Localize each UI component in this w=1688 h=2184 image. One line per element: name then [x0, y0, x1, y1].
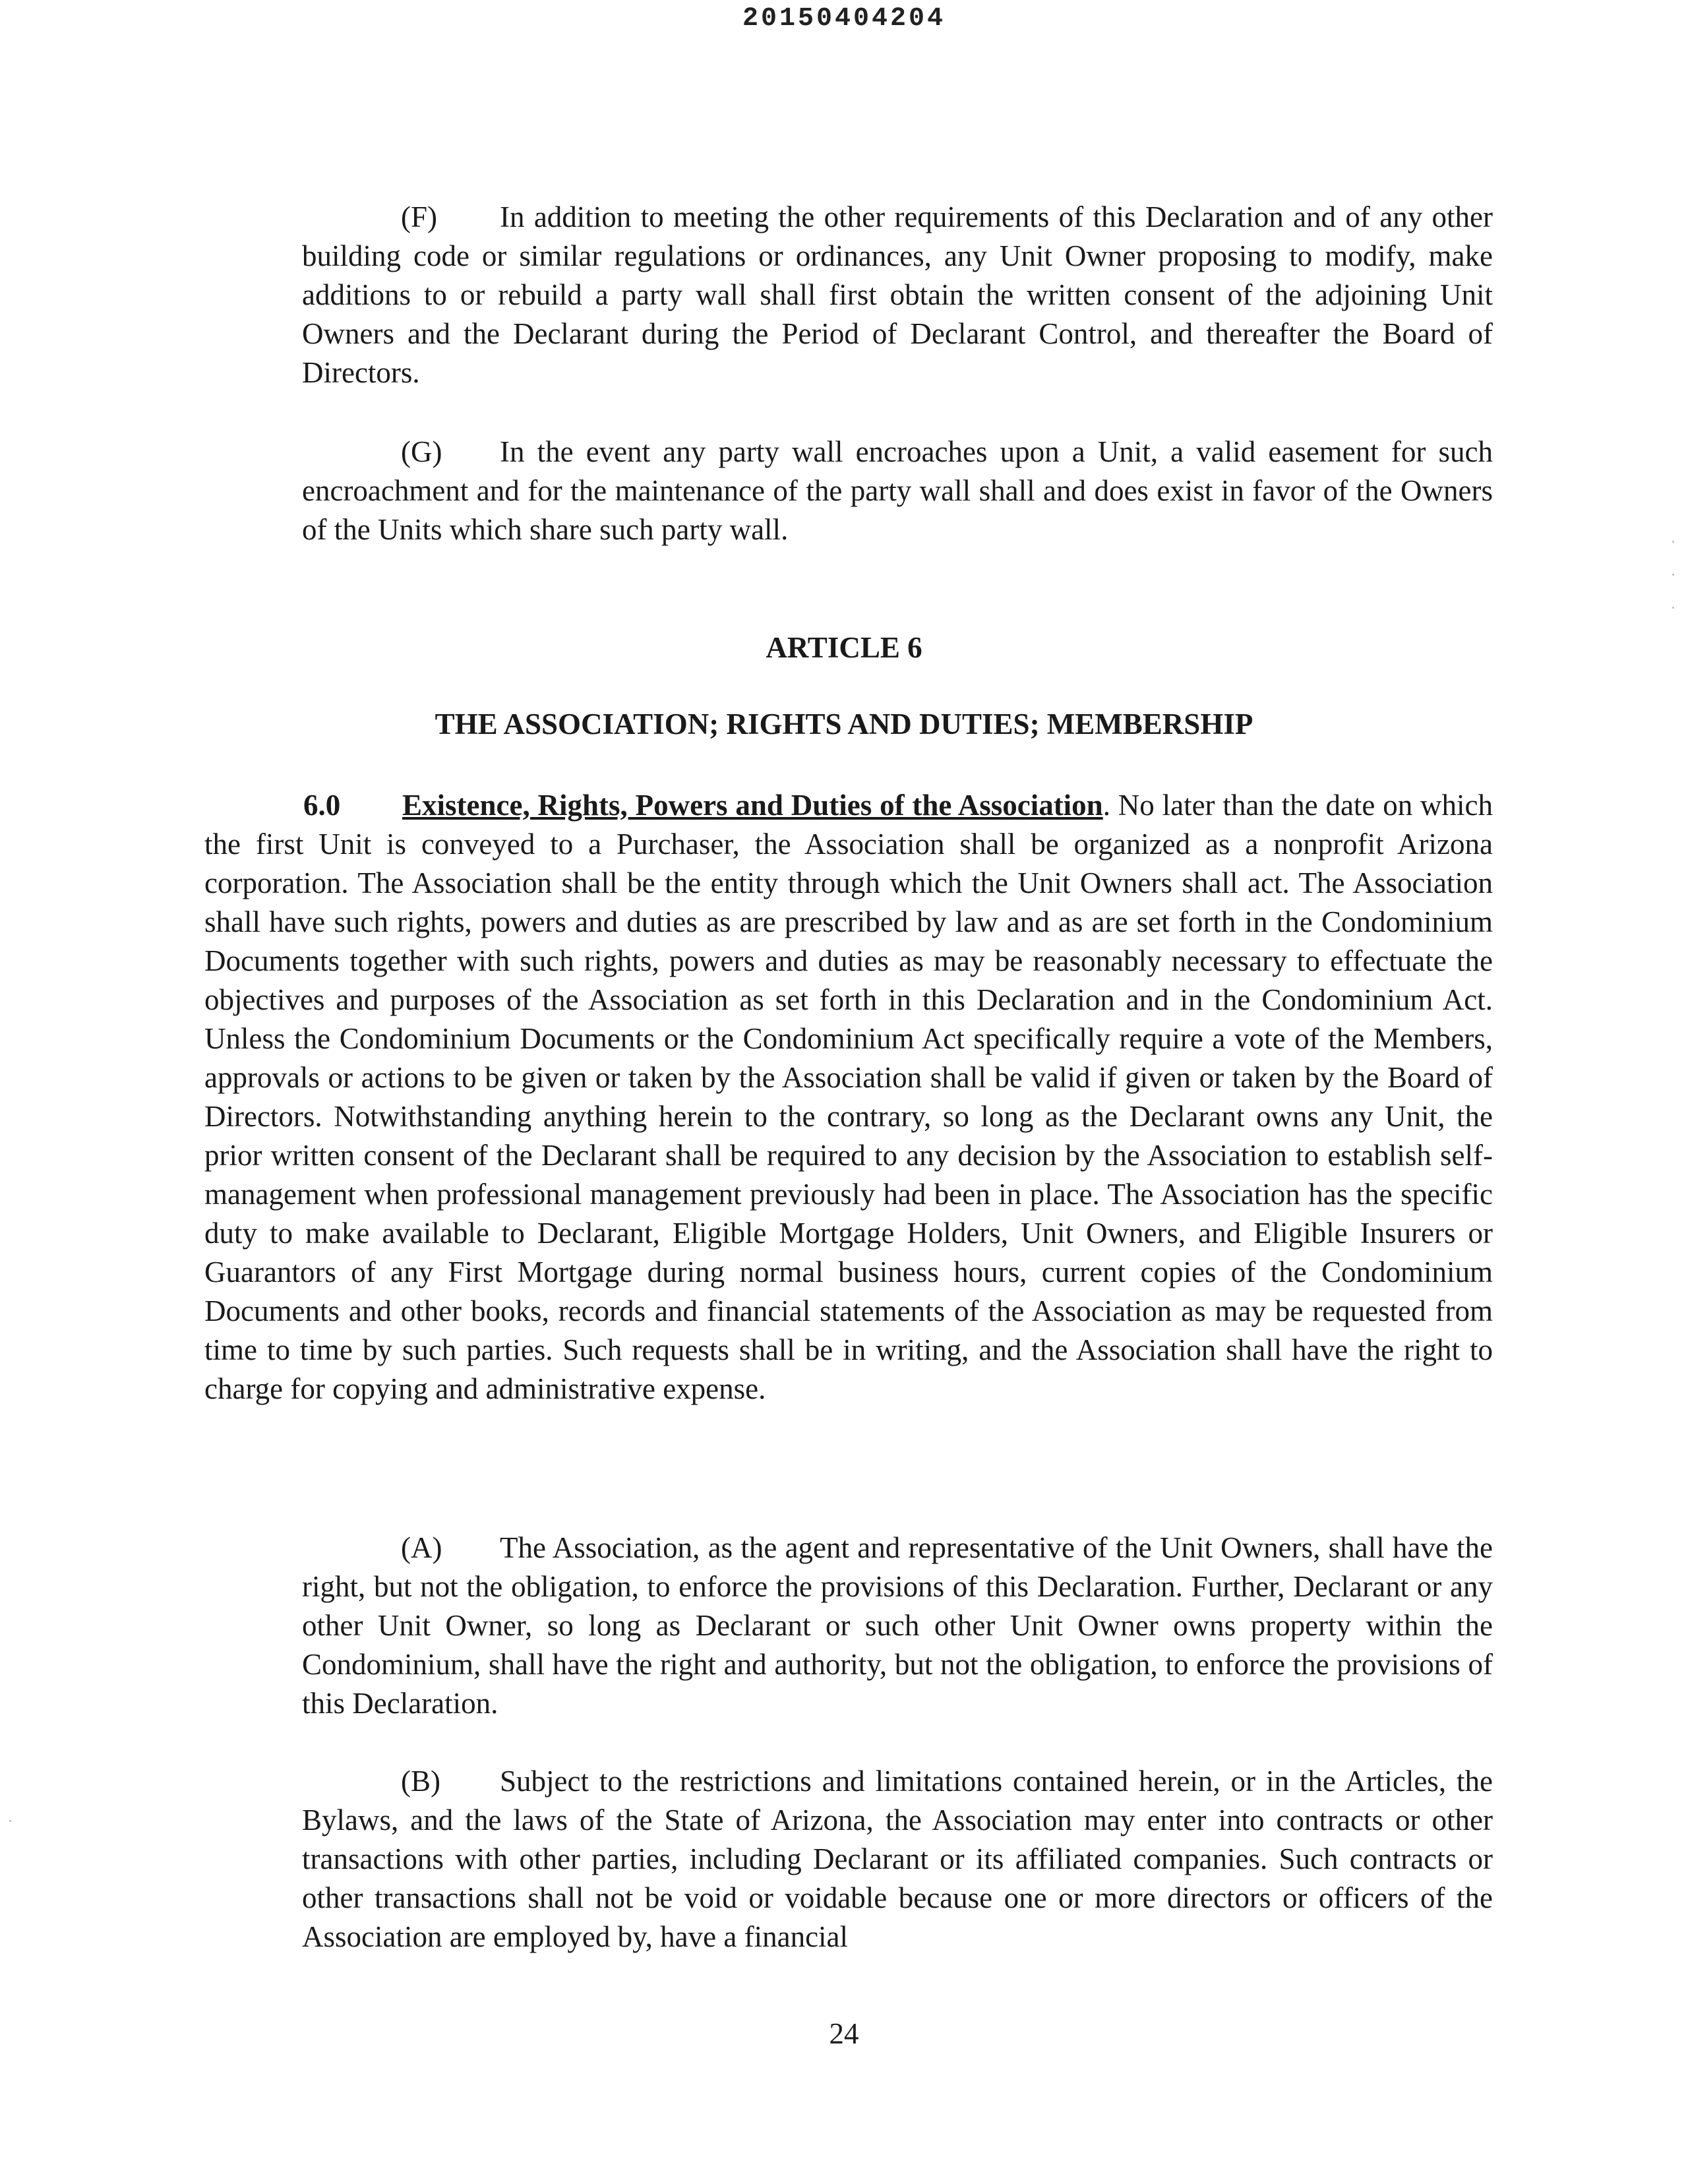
paragraph-text: In the event any party wall encroaches upon a Unit, a valid easement for such encroachment and for the maintenance of the party wall shall and does exist in favor of the Owners of the Units which share such party wall.	[302, 435, 1493, 546]
page-number: 24	[829, 2017, 859, 2050]
scan-artifact	[1672, 607, 1674, 609]
paragraph-marker: (F)	[401, 200, 437, 233]
section-title: Existence, Rights, Powers and Duties of the Association	[402, 789, 1103, 822]
scan-artifact	[1672, 541, 1674, 543]
paragraph-marker: (B)	[401, 1765, 440, 1798]
paragraph-marker: (A)	[401, 1531, 442, 1564]
scan-artifact	[1672, 574, 1674, 576]
document-number: 20150404204	[742, 4, 946, 34]
article-title: THE ASSOCIATION; RIGHTS AND DUTIES; MEMBERSHIP	[435, 708, 1253, 741]
section-number: 6.0	[303, 789, 341, 822]
paragraph-g	[302, 433, 1493, 549]
paragraph-marker: (G)	[401, 435, 442, 468]
subparagraph-a	[302, 1529, 1493, 1723]
paragraph-text: In addition to meeting the other requirements of this Declaration and of any other building code or similar regulations or ordinances, any Unit Owner proposing to modify, make additions to or rebuild a party wall shall first obtain the written consent of the adjoining Unit Owners and the Declarant during the Period of Declarant Control, and thereafter the Board of Directors.	[302, 200, 1493, 389]
article-heading: ARTICLE 6	[766, 631, 922, 664]
subparagraph-b	[302, 1762, 1493, 1957]
section-6-0	[204, 786, 1493, 1409]
paragraph-text: Subject to the restrictions and limitations contained herein, or in the Articles, the Bylaws, and the laws of the State of Arizona, the Association may enter into contracts or other transactions with other parties, including Declarant or its affiliated companies. Such contracts or other transactions shall not be void or voidable because one or more directors or officers of the Association are employed by, have a financial	[302, 1765, 1493, 1953]
scan-artifact	[9, 1820, 11, 1822]
section-text: . No later than the date on which the first Unit is conveyed to a Purchaser, the Association shall be organized as a nonprofit Arizona corporation. The Association shall be the entity through which the Unit Owners shall act. The Association shall have such rights, powers and duties as are prescribed by law and as are set forth in the Condominium Documents together with such rights, powers and duties as may be reasonably necessary to effectuate the objectives and purposes of the Association as set forth in this Declaration and in the Condominium Act. Unless the Condominium Documents or the Condominium Act specifically require a vote of the Members, approvals or actions to be given or taken by the Association shall be valid if given or taken by the Board of Directors. Notwithstanding anything herein to the contrary, so long as the Declarant owns any Unit, the prior written consent of the Declarant shall be required to any decision by the Association to establish self-management when professional management previously had been in place. The Association has the specific duty to make available to Declarant, Eligible Mortgage Holders, Unit Owners, and Eligible Insurers or Guarantors of any First Mortgage during normal business hours, current copies of the Condominium Documents and other books, records and financial statements of the Association as may be requested from time to time by such parties. Such requests shall be in writing, and the Association shall have the right to charge for copying and administrative expense.	[204, 789, 1493, 1405]
paragraph-f	[302, 198, 1493, 392]
paragraph-text: The Association, as the agent and representative of the Unit Owners, shall have the right, but not the obligation, to enforce the provisions of this Declaration. Further, Declarant or any other Unit Owner, so long as Declarant or such other Unit Owner owns property within the Condominium, shall have the right and authority, but not the obligation, to enforce the provisions of this Declaration.	[302, 1531, 1493, 1720]
